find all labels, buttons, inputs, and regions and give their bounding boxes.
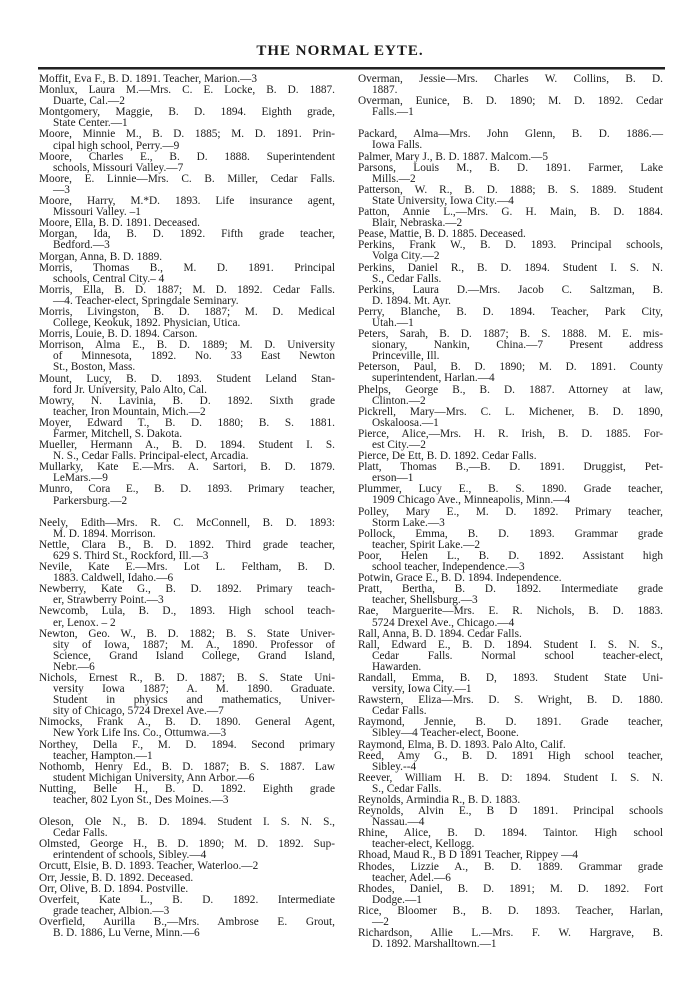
entry-line: Morris, Thomas B., M. D. 1891. Principal [39, 261, 335, 274]
alumni-entry [39, 606, 335, 628]
entry-line: Plummer, Lucy E., B. S. 1890. Grade teacher, [358, 483, 663, 496]
entry-line: Rhine, Alice, B. D. 1894. Taintor. High school [358, 827, 663, 840]
alumni-entry [39, 917, 335, 939]
entry-line: Mount, Lucy, B. D. 1893. Student Leland Stan- [39, 372, 335, 385]
alumni-entry [358, 207, 663, 229]
alumni-entry [358, 695, 663, 717]
entry-line: Moore, Harry, M.*D. 1893. Life insurance agent, [39, 195, 335, 208]
entry-line: Northey, Della F., M. D. 1894. Second primary [39, 738, 335, 751]
entry-line: teacher, Spirit Lake.—2 [372, 538, 481, 551]
entry-line: Peters, Sarah, B. D. 1887; B. S. 1888. M. E. mis- [358, 328, 663, 341]
alumni-entry [358, 484, 663, 506]
alumni-entry [39, 839, 335, 861]
entry-line: M. D. 1894. Morrison. [53, 527, 156, 540]
entry-line: Orcutt, Elsie, B. D. 1893. Teacher, Waterloo.—2 [39, 860, 259, 873]
entry-line: Pierce, De Ett, B. D. 1892. Cedar Falls. [358, 450, 537, 463]
alumni-entry [39, 285, 335, 307]
entry-line: Patton, Annie L.,—Mrs. G. H. Main, B. D. 1884. [358, 206, 663, 219]
entry-line: S., Cedar Falls. [372, 272, 442, 285]
entry-line: Farmer, Mitchell, S. Dakota. [53, 428, 183, 440]
alumni-entry [358, 551, 663, 573]
alumni-entry [358, 773, 663, 795]
entry-line: Nothomb, Henry Ed., B. D. 1887; B. S. 1887. Law [39, 760, 335, 773]
entry-line: Cedar Falls. Normal school teacher-elect, [372, 649, 663, 662]
alumni-entry [358, 862, 663, 884]
page-title: THE NORMAL EYTE. [256, 43, 424, 59]
entry-line: Phelps, George B., B. D. 1887. Attorney at law, [358, 383, 663, 396]
entry-line: Nutting, Belle H., B. D. 1892. Eighth grade [39, 782, 335, 795]
entry-line: Nichols, Ernest R., B. D. 1887; B. S. State Uni- [39, 671, 335, 684]
alumni-entry [358, 185, 663, 207]
alumni-entry [39, 263, 335, 285]
entry-line: Morgan, Anna, B. D. 1889. [39, 250, 163, 263]
entry-line: versity, Iowa City.—1 [372, 683, 472, 696]
entry-line: Monlux, Laura M.—Mrs. C. E. Locke, B. D. 1887. [39, 84, 335, 97]
entry-line: Duarte, Cal.—2 [53, 95, 125, 108]
alumni-entry [358, 429, 663, 451]
alumni-entry [39, 740, 335, 762]
entry-line: Moore, E. Linnie—Mrs. C. B. Miller, Cedar Falls. [39, 172, 335, 185]
entry-line: Princeville, Ill. [372, 350, 440, 363]
entry-line: Missouri Valley. –1 [53, 206, 141, 219]
entry-line: Mowry, N. Lavinia, B. D. 1892. Sixth grade [39, 394, 335, 407]
entry-line: Bedford.—3 [53, 239, 110, 252]
entry-line: Reynolds, Armindia R., B. D. 1883. [358, 794, 521, 806]
entry-line: Raymond, Elma, B. D. 1893. Palo Alto, Calif. [358, 738, 566, 751]
entry-line: Falls.—1 [372, 106, 414, 119]
entry-line: erintendent of schools, Sibley.—4 [53, 849, 207, 862]
alumni-entry [39, 584, 335, 606]
entry-line: Rice, Bloomer B., B. D. 1893. Teacher, Harlan, [358, 904, 663, 917]
entry-line: Mueller, Hermann A., B. D. 1894. Student I. S. [39, 439, 335, 452]
entry-line: student Michigan University, Ann Arbor.—6 [53, 771, 255, 784]
alumni-entry [39, 229, 335, 251]
alumni-entry [358, 640, 663, 673]
alumni-entry [358, 263, 663, 285]
entry-line: Rae, Marguerite—Mrs. E. R. Nichols, B. D. 1883. [358, 605, 663, 618]
right-column [358, 74, 663, 961]
alumni-entry [39, 784, 335, 806]
entry-line: grade teacher, Albion.—3 [53, 904, 170, 917]
entry-line: Mills.—2 [372, 172, 416, 185]
entry-line: Raymond, Jennie, B. D. 1891. Grade teacher, [358, 716, 663, 729]
alumni-entry [39, 717, 335, 739]
entry-line: College, Keokuk, 1892. Physician, Utica. [53, 317, 241, 330]
entry-line: er, Strawberry Point.—3 [53, 594, 164, 607]
entry-line: Rall, Edward E., B. D. 1894. Student I. S. N. S., [358, 638, 663, 651]
entry-line: B. D. 1886, Lu Verne, Minn.—6 [53, 927, 200, 940]
alumni-entry [358, 673, 663, 695]
entry-line: Morris, Ella, B. D. 1887; M. D. 1892. Cedar Falls. [39, 283, 335, 296]
entry-line: er, Lenox. – 2 [53, 616, 116, 629]
entry-line: Morrison, Alma E., B. D. 1889; M. D. University [39, 339, 335, 352]
alumni-entry [358, 529, 663, 551]
alumni-entry [39, 817, 335, 839]
entry-line: Potwin, Grace E., B. D. 1894. Independence. [358, 572, 562, 585]
alumni-entry [39, 418, 335, 440]
alumni-entry [39, 762, 335, 784]
alumni-entry [39, 85, 335, 107]
left-column [39, 74, 335, 950]
entry-line: Richardson, Allie L.—Mrs. F. W. Hargrave, B. [358, 927, 663, 940]
entry-line: Parsons, Louis M., B. D. 1891. Farmer, Lake [358, 161, 663, 174]
entry-line: Nimocks, Frank A., B. D. 1890. General Agent, [39, 716, 335, 729]
entry-line: D. 1892. Marshalltown.—1 [372, 938, 497, 951]
entry-line: LeMars.—9 [53, 472, 108, 485]
alumni-entry [358, 906, 663, 928]
alumni-entry [39, 518, 335, 540]
entry-line: Olmsted, George H., B. D. 1890; M. D. 1892. Sup- [39, 838, 335, 851]
entry-line: Overman, Jessie—Mrs. Charles W. Collins, B. D. [358, 73, 663, 85]
alumni-entry [358, 407, 663, 429]
entry-line: Science, Grand Island College, Grand Island, [53, 649, 335, 662]
entry-line: Overfeit, Kate L., B. D. 1892. Intermediate [39, 893, 335, 906]
entry-line: Nebr.—6 [53, 660, 95, 673]
alumni-entry [358, 740, 663, 751]
entry-line: of Minnesota, 1892. No. 33 East Newton [53, 350, 335, 363]
entry-line: Montgomery, Maggie, B. D. 1894. Eighth grade, [39, 106, 335, 119]
entry-line: superintendent, Harlan.—4 [372, 372, 495, 385]
entry-line: versity Iowa 1887; A. M. 1890. Graduate. [53, 683, 335, 696]
alumni-entry [358, 96, 663, 118]
entry-line: Reever, William H. B. D: 1894. Student I. S. N. [358, 771, 663, 784]
alumni-entry [39, 174, 335, 196]
entry-line: Overman, Eunice, B. D. 1890; M. D. 1892. Cedar [358, 95, 663, 108]
entry-line: Poor, Helen L., B. D. 1892. Assistant high [358, 549, 663, 562]
entry-line: Moore, Minnie M., B. D. 1885; M. D. 1891. Prin- [39, 128, 335, 141]
entry-line: Moyer, Edward T., B. D. 1880; B. S. 1881. [39, 416, 335, 429]
entry-line: Sibley—4 Teacher-elect, Boone. [372, 727, 519, 740]
alumni-entry [39, 440, 335, 462]
header-rule [38, 67, 665, 70]
alumni-entry [39, 396, 335, 418]
entry-line: —2 [372, 916, 389, 929]
entry-line: Mullarky, Kate E.—Mrs. A. Sartori, B. D. 1879. [39, 461, 335, 474]
alumni-entry [39, 196, 335, 218]
entry-line: Volga City.—2 [372, 250, 440, 263]
alumni-entry [39, 873, 335, 884]
entry-line: Palmer, Mary J., B. D. 1887. Malcom.—5 [358, 150, 549, 163]
entry-line: school teacher, Independence.—3 [372, 561, 525, 574]
entry-line: Polley, Mary E., M. D. 1892. Primary teacher, [358, 505, 663, 518]
entry-line: Pease, Mattie, B. D. 1885. Deceased. [358, 228, 526, 241]
entry-line: Newberry, Kate G., B. D. 1892. Primary teach- [39, 583, 335, 596]
entry-line: 629 S. Third St., Rockford, Ill.—3 [53, 549, 209, 562]
entry-line: Rhodes, Daniel, B. D. 1891; M. D. 1892. Fort [358, 882, 663, 895]
entry-line: N. S., Cedar Falls. Principal-elect, Arcadia. [53, 450, 249, 463]
alumni-entry [39, 629, 335, 673]
entry-line: Perkins, Daniel R., B. D. 1894. Student I. S. N. [358, 261, 663, 274]
alumni-entry [358, 74, 663, 96]
letter-group [358, 129, 663, 950]
alumni-entry [358, 850, 663, 861]
entry-line: Morris, Livingston, B. D. 1887; M. D. Medical [39, 305, 335, 318]
entry-line: Oleson, Ole N., B. D. 1894. Student I. S. N. S., [39, 816, 335, 829]
entry-line: sity of Chicago, 5724 Drexel Ave.—7 [53, 705, 224, 718]
entry-line: —4. Teacher-elect, Springdale Seminary. [53, 294, 239, 307]
alumni-entry [358, 884, 663, 906]
entry-line: Morris, Louie, B. D. 1894. Carson. [39, 328, 198, 341]
entry-line: Blair, Nebraska.—2 [372, 217, 463, 230]
entry-line: Moore, Charles E., B. D. 1888. Superintendent [39, 150, 335, 163]
entry-line: Nassau.—4 [372, 816, 425, 829]
alumni-entry [39, 484, 335, 506]
alumni-entry [358, 717, 663, 739]
alumni-entry [39, 861, 335, 872]
entry-line: sionary, Nankin, China.—7 Present address [372, 339, 663, 352]
entry-line: Iowa Falls. [372, 139, 423, 152]
entry-line: Storm Lake.—3 [372, 516, 445, 529]
entry-line: Rawstern, Eliza—Mrs. D. S. Wright, B. D. 1880. [358, 694, 663, 707]
entry-line: D. 1894. Mt. Ayr. [372, 294, 451, 307]
alumni-entry [358, 385, 663, 407]
entry-line: Sibley.--4 [372, 760, 417, 773]
alumni-entry [358, 928, 663, 950]
entry-line: Newton, Geo. W., B. D. 1882; B. S. State Univer- [39, 627, 335, 640]
entry-line: New York Life Ins. Co., Ottumwa.—3 [53, 727, 227, 740]
alumni-entry [358, 828, 663, 850]
alumni-entry [39, 340, 335, 373]
alumni-entry [39, 374, 335, 396]
entry-line: Packard, Alma—Mrs. John Glenn, B. D. 1886.— [358, 128, 663, 141]
entry-line: Nevile, Kate E.—Mrs. Lot L. Feltham, B. D. [39, 561, 335, 574]
entry-line: Rhodes, Lizzie A., B. D. 1889. Grammar grade [358, 860, 663, 873]
entry-line: schools, Central City.– 4 [53, 272, 165, 285]
entry-line: teacher, Shellsburg.—3 [372, 594, 478, 607]
entry-line: Oskaloosa.—1 [372, 416, 439, 429]
entry-line: Nettle, Clara B., B. D. 1892. Third grade teacher, [39, 538, 335, 551]
entry-line: 5724 Drexel Ave., Chicago.—4 [372, 616, 515, 629]
alumni-entry [358, 751, 663, 773]
alumni-entry [358, 584, 663, 606]
entry-line: Reed, Amy G., B. D. 1891 High school teacher, [358, 749, 663, 762]
alumni-entry [39, 107, 335, 129]
entry-line: teacher, 802 Lyon St., Des Moines.—3 [53, 794, 229, 806]
alumni-entry [39, 540, 335, 562]
entry-line: teacher, Hampton.—1 [53, 749, 153, 762]
alumni-entry [39, 152, 335, 174]
entry-line: 1883. Caldwell, Idaho.—6 [53, 572, 174, 585]
entry-line: State University, Iowa City.—4 [372, 194, 514, 207]
entry-line: Platt, Thomas B.,—B. D. 1891. Druggist, Pet- [358, 461, 663, 474]
alumni-entry [39, 895, 335, 917]
entry-line: Randall, Emma, B. D, 1893. Student State Uni- [358, 671, 663, 684]
entry-line: est City.—2 [372, 439, 426, 451]
alumni-entry [358, 307, 663, 329]
entry-line: sity of Iowa, 1887; M. A., 1890. Professor of [53, 638, 335, 651]
entry-line: Morgan, Ida, B. D. 1892. Fifth grade teacher, [39, 228, 335, 241]
alumni-entry [358, 240, 663, 262]
entry-line: Pollock, Emma, B. D. 1893. Grammar grade [358, 527, 663, 540]
alumni-entry [358, 285, 663, 307]
letter-group [39, 518, 335, 806]
entry-line: teacher, Adel.—6 [372, 871, 451, 884]
entry-line: St., Boston, Mass. [53, 361, 136, 374]
letter-group [39, 74, 335, 507]
entry-line: teacher-elect, Kellogg. [372, 838, 475, 851]
alumni-entry [358, 362, 663, 384]
entry-line: Rall, Anna, B. D. 1894. Cedar Falls. [358, 627, 522, 640]
entry-line: Moore, Ella, B. D. 1891. Deceased. [39, 217, 200, 230]
entry-line: erson—1 [372, 472, 414, 485]
entry-line: Cedar Falls. [372, 705, 427, 718]
entry-line: teacher, Iron Mountain, Mich.—2 [53, 405, 206, 418]
entry-line: Orr, Olive, B. D. 1894. Postville. [39, 882, 189, 895]
letter-group [358, 74, 663, 118]
entry-line: cipal high school, Perry.—9 [53, 139, 180, 152]
entry-line: Moffit, Eva F., B. D. 1891. Teacher, Marion.—3 [39, 73, 258, 85]
entry-line: Newcomb, Lula, B. D., 1893. High school teach- [39, 605, 335, 618]
entry-line: S., Cedar Falls. [372, 782, 442, 795]
alumni-entry [39, 252, 335, 263]
alumni-entry [358, 329, 663, 362]
entry-line: Reynolds, Alvin E., B D 1891. Principal schools [358, 805, 663, 818]
alumni-entry [358, 462, 663, 484]
entry-line: Perkins, Frank W., B. D. 1893. Principal schools, [358, 239, 663, 252]
entry-line: Pickrell, Mary—Mrs. C. L. Michener, B. D. 1890, [358, 405, 663, 418]
entry-line: Parkersburg.—2 [53, 494, 128, 507]
alumni-entry [39, 129, 335, 151]
alumni-entry [39, 462, 335, 484]
letter-group [39, 817, 335, 939]
entry-line: Pratt, Bertha, B. D. 1892. Intermediate grade [358, 583, 663, 596]
alumni-entry [39, 307, 335, 329]
entry-line: State Center.—1 [53, 117, 128, 130]
entry-line: schools, Missouri Valley.—7 [53, 161, 184, 174]
alumni-entry [39, 673, 335, 717]
alumni-entry [358, 806, 663, 828]
entry-line: ford Jr. University, Palo Alto, Cal. [53, 383, 207, 396]
entry-line: Rhoad, Maud R., B D 1891 Teacher, Rippey —4 [358, 849, 579, 862]
entry-line: Utah.—1 [372, 316, 414, 329]
entry-line: 1887. [372, 84, 398, 97]
alumni-entry [358, 606, 663, 628]
entry-line: Orr, Jessie, B. D. 1892. Deceased. [39, 871, 194, 884]
entry-line: Pierce, Alice,—Mrs. H. R. Irish, B. D. 1885. For- [358, 427, 663, 440]
entry-line: Patterson, W. R., B. D. 1888; B. S. 1889. Student [358, 183, 663, 196]
entry-line: Student in physics and mathematics, Univer- [53, 694, 335, 707]
entry-line: Cedar Falls. [53, 827, 108, 840]
alumni-entry [358, 152, 663, 163]
entry-line: Neely, Edith—Mrs. R. C. McConnell, B. D. 1893: [39, 516, 335, 529]
alumni-entry [358, 163, 663, 185]
entry-line: Overfield, Aurilla B.,—Mrs. Ambrose E. Grout, [39, 915, 335, 928]
entry-line: 1909 Chicago Ave., Minneapolis, Minn.—4 [372, 494, 571, 507]
entry-line: Clinton.—2 [372, 394, 426, 407]
entry-line: —3 [53, 183, 70, 196]
alumni-entry [358, 507, 663, 529]
alumni-entry [358, 129, 663, 151]
entry-line: Perkins, Laura D.—Mrs. Jacob C. Saltzman, B. [358, 283, 663, 296]
entry-line: Dodge.—1 [372, 893, 422, 906]
entry-line: Hawarden. [372, 660, 422, 673]
alumni-entry [39, 562, 335, 584]
entry-line: Munro, Cora E., B. D. 1893. Primary teacher, [39, 483, 335, 496]
entry-line: Perry, Blanche, B. D. 1894. Teacher, Park City, [358, 305, 663, 318]
entry-line: Peterson, Paul, B. D. 1890; M. D. 1891. County [358, 361, 663, 374]
